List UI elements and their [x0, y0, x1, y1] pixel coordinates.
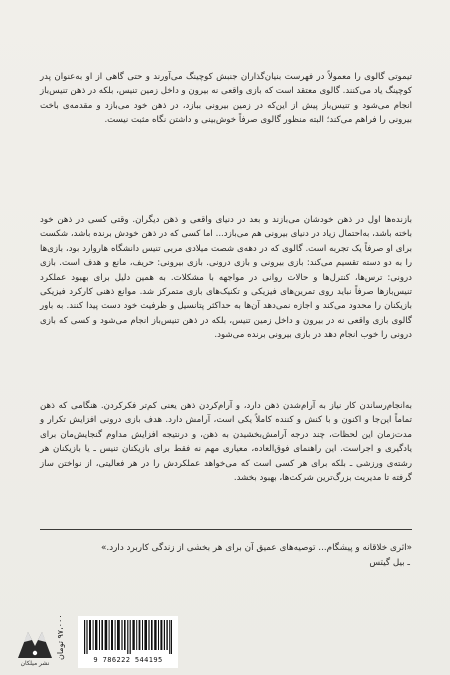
publisher-name: نشر میلکان	[20, 660, 50, 667]
isbn-barcode	[78, 616, 178, 668]
paragraph-inner-game: بازنده‌ها اول در ذهن خودشان می‌بازند و بعد در دنیای واقعی و ذهن دیگران. وقتی کسی در ذهن خود باخته باشد، به‌احتمال زیاد در دنیای بیرونی هم می‌بازد... اما کسی که در ذهن خودش برنده باشد، شکست برای او صرفاً یک تجربه است. گالوی که در دهه‌ی شصت میلادی مربی تنیس دانشگاه هاروارد بود، بازی‌ها را به دو دسته تقسیم می‌کند: بازی بیرونی و بازی درونی. بازی بیرونی: حریف، مانع و هدف است. بازی درونی: ترس‌ها، کنترل‌ها و حالات روانی در مواجهه با مشکلات. به همین دلیل برای بهبود عملکرد تنیس‌بازها صرفاً نباید روی تمرین‌های فیزیکی و تکنیک‌های بازی متمرکز شد. موانع ذهنی کارکرد فیزیکی بازیکنان را محدود می‌کند و اجازه نمی‌دهد آن‌ها به حداکثر پتانسیل و ظرفیت خود دست پیدا کنند. به باور گالوی بازی واقعی نه در بیرون و داخل زمین تنیس، بلکه در ذهن تنیس‌باز انجام می‌شود و کسی که بازی درونی را خوب انجام دهد در بازی بیرونی برنده می‌شود.	[40, 215, 412, 341]
price-label: ۹۷،۰۰۰ تومان	[56, 614, 65, 660]
isbn-digits: 9 786222 544195	[93, 656, 163, 664]
endorsement-quote	[40, 541, 412, 571]
quote-text: «اثری خلاقانه و پیشگام... توصیه‌های عمیق آن برای هر بخشی از زندگی کاربرد دارد.»	[101, 543, 412, 553]
paragraph-intro: تیموتی گالوی را معمولاً در فهرست بنیان‌گذاران جنبش کوچینگ می‌آورند و حتی گاهی از او به‌عنوان پدر کوچینگ یاد می‌کنند. گالوی معتقد است که بازی واقعی نه بیرون و داخل زمین تنیس، بلکه در ذهن تنیس‌باز انجام می‌شود و تنیس‌باز پیش از این‌که در زمین بیرونی ببازد، در ذهن خود می‌بازد و مقدمه‌ی باخت بیرونی را فراهم می‌کند؛ البته منظور گالوی صرفاً خوش‌بینی و داشتن نگاه مثبت نیست.	[39, 72, 412, 126]
paragraph-calm-mind: به‌انجام‌رساندن کار نیاز به آرام‌شدن ذهن دارد، و آرام‌کردن ذهن یعنی کم‌تر فکرکردن. هنگامی که ذهن تماماً این‌جا و اکنون و با کنش و کننده کاملاً یکی است، آرامش دارد. هدف بازی درونی افزایش تکرار و مدت‌زمان این لحظات، چند درجه آرامش‌بخشیدن به ذهن، و درنتیجه افزایش مداوم گنجایش‌مان برای یادگیری و اجراست. این راهنمای فوق‌العاده، معیاری مهم نه فقط برای بازیکنان تنیس ـ یا بازیکنان هر رشته‌ی ورزشی ـ بلکه برای هر کسی است که می‌خواهد عملکردش را در هر فعالیتی، از نواختن ساز گرفته تا مدیریت بزرگ‌ترین شرکت‌ها، بهبود بخشد.	[40, 401, 412, 484]
barcode-icon	[84, 620, 172, 654]
quote-author: ـ بیل گیتس	[369, 558, 410, 568]
quote-divider	[40, 529, 412, 530]
